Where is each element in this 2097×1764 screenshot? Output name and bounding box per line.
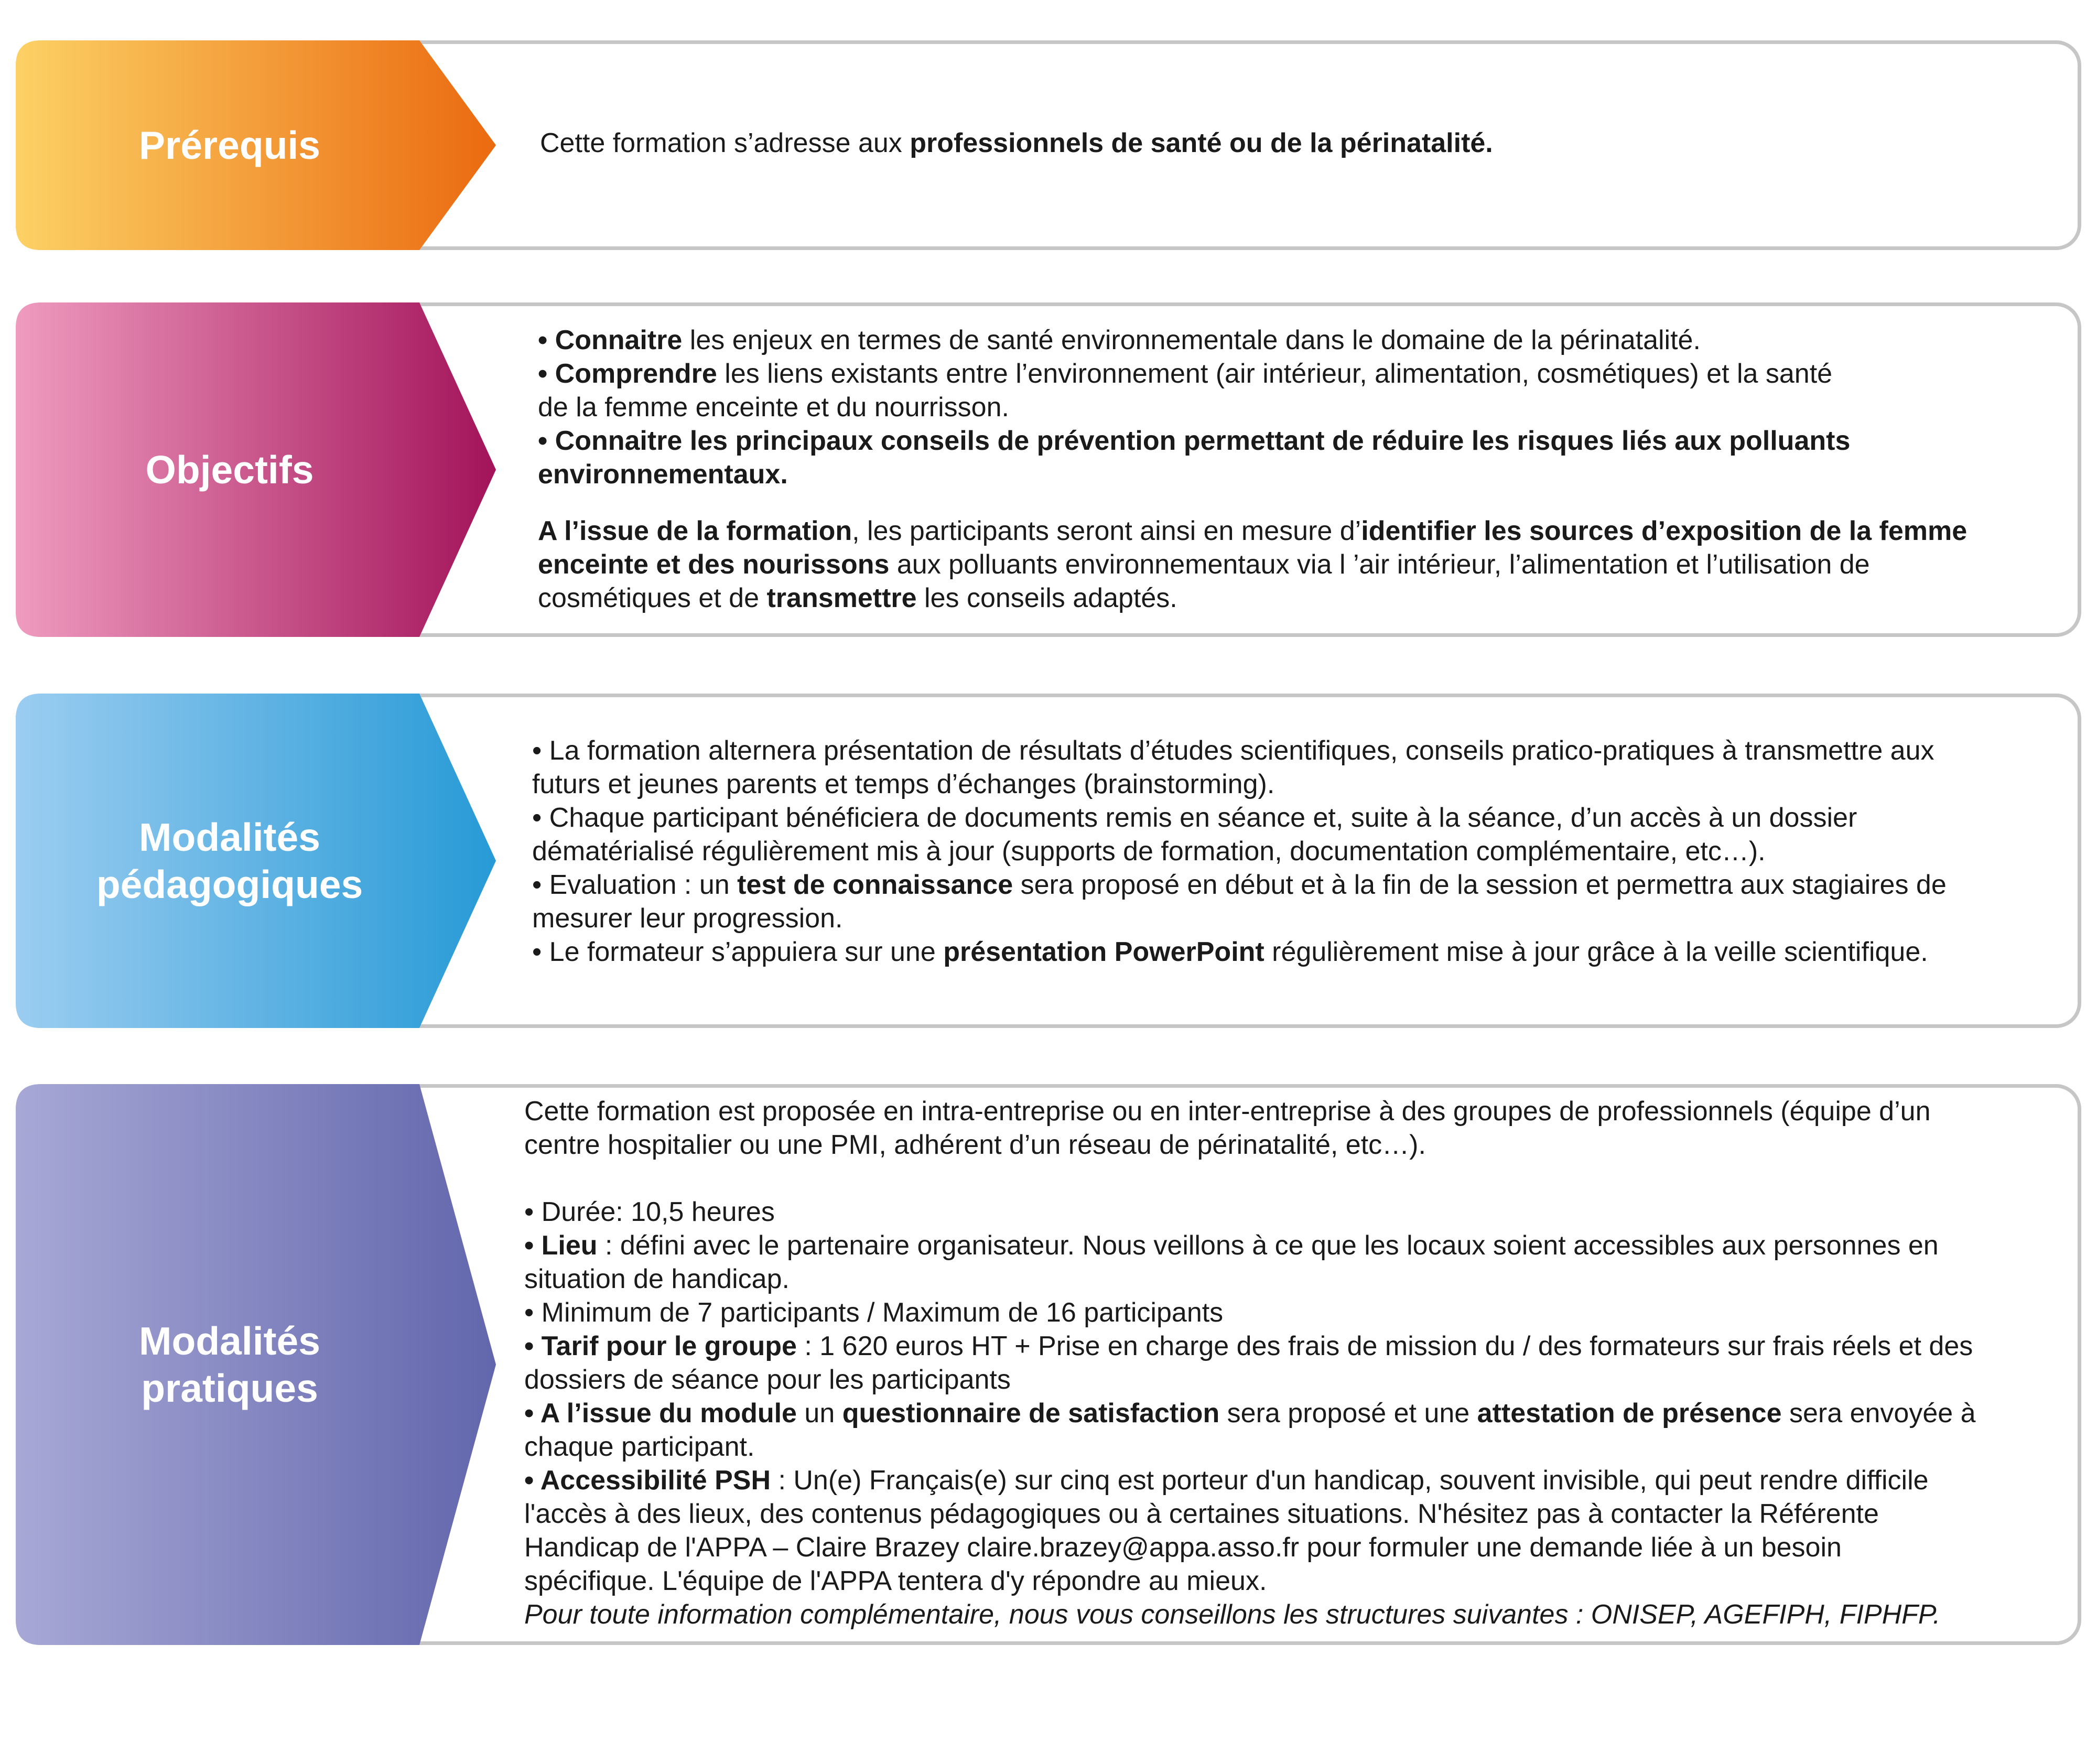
section-tab bbox=[16, 1084, 496, 1645]
list-item: • Accessibilité PSH : Un(e) Français(e) sur cinq est porteur d'un handicap, souvent invisible, qui peut rendre difficile bbox=[524, 1465, 1929, 1496]
section-content: Cette formation est proposée en intra-entreprise ou en inter-entreprise à des groupes de professionnels (équipe d’un centre hospitalier ou une PMI, adhérent d’un réseau de périnatalité, etc…). • Durée: 10,5 heures • Lieu : défini avec le partenaire organisateur. Nous veillons à ce que les locaux soient accessibles aux personnes en situation de handicap. • Minimum de 7 participants / Maximum de 16 participants • Tarif pour le groupe : 1 620 euros HT + Prise en charge des frais de mission du / des formateurs sur frais réels et des dossiers de séance pour les participants • A l’issue du module un questionnaire de satisfaction sera proposé et une attestation de présence sera envoyée à chaque participant. • Accessibilité PSH : Un(e) Français(e) sur cinq est porteur d'un handicap, souvent invisible, qui peut rendre difficile l'accès à des lieux, des contenus pédagogiques ou à certaines situations. N'hésitez pas à contacter la Référente Handicap de l'APPA – Claire Brazey claire.brazey@appa.asso.fr pour formuler une demande liée à un besoin spécifique. L'équipe de l'APPA tentera d'y répondre au mieux. Pour toute information complémentaire, nous vous conseillons les structures suivantes : ONISEP, AGEFIPH, FIPHFP. bbox=[524, 1095, 2063, 1631]
list-item: • Tarif pour le groupe : 1 620 euros HT + Prise en charge des frais de mission du / des formateurs sur frais réels et des bbox=[524, 1331, 1973, 1361]
section-tab bbox=[16, 302, 496, 637]
section-tab bbox=[16, 694, 496, 1028]
section-content: Cette formation s’adresse aux professionnels de santé ou de la périnatalité. bbox=[540, 128, 1493, 158]
list-item: • Comprendre les liens existants entre l’environnement (air intérieur, alimentation, cosmétiques) et la santé bbox=[538, 359, 1833, 389]
section-pratiques bbox=[16, 1084, 2081, 1645]
list-item: • Connaitre les enjeux en termes de santé environnementale dans le domaine de la périnatalité. bbox=[538, 325, 1701, 355]
list-item: • Le formateur s’appuiera sur une présentation PowerPoint régulièrement mise à jour grâce à la veille scientifique. bbox=[532, 937, 1928, 967]
list-item: • Lieu : défini avec le partenaire organisateur. Nous veillons à ce que les locaux soient accessibles aux personnes en bbox=[524, 1230, 1939, 1261]
list-item: • Evaluation : un test de connaissance sera proposé en début et à la fin de la session et permettra aux stagiaires de bbox=[532, 870, 1947, 900]
list-item: • Durée: 10,5 heures bbox=[524, 1197, 775, 1227]
info-note: Pour toute information complémentaire, nous vous conseillons les structures suivantes : ONISEP, AGEFIPH, FIPHFP. bbox=[524, 1599, 1941, 1630]
section-tab bbox=[16, 40, 496, 250]
section-objectifs bbox=[16, 302, 2081, 637]
list-item: • La formation alternera présentation de résultats d’études scientifiques, conseils pratico-pratiques à transmettre aux bbox=[532, 735, 1934, 766]
section-title: Objectifs bbox=[145, 448, 314, 492]
list-item: • Chaque participant bénéficiera de documents remis en séance et, suite à la séance, d’un accès à un dossier bbox=[532, 803, 1857, 833]
list-item: • Minimum de 7 participants / Maximum de 16 participants bbox=[524, 1297, 1224, 1328]
section-title: Modalités pratiques bbox=[139, 1319, 320, 1410]
section-content: • La formation alternera présentation de résultats d’études scientifiques, conseils pratico-pratiques à transmettre aux futurs et jeunes parents et temps d’échanges (brainstorming). • Chaque participant bénéficiera de documents remis en séance et, suite à la séance, d’un accès à un dossier dématérialisé régulièrement mis à jour (supports de formation, documentation complémentaire, etc…). • Evaluation : un test de connaissance sera proposé en début et à la fin de la session et permettra aux stagiaires de mesurer leur progression. • Le formateur s’appuiera sur une présentation PowerPoint régulièrement mise à jour grâce à la veille scientifique. bbox=[532, 734, 2063, 969]
section-title: Prérequis bbox=[139, 123, 320, 167]
summary-paragraph: A l’issue de la formation, les participants seront ainsi en mesure d’identifier les sources d’exposition de la femme bbox=[538, 516, 1968, 546]
section-prerequis bbox=[16, 40, 2081, 250]
list-item: • Connaitre les principaux conseils de prévention permettant de réduire les risques liés aux polluants bbox=[538, 426, 1851, 456]
section-title: Modalités pédagogiques bbox=[96, 815, 363, 906]
section-content: • Connaitre les enjeux en termes de santé environnementale dans le domaine de la périnatalité. • Comprendre les liens existants entre l’environnement (air intérieur, alimentation, cosmétiques) et la santé de la femme enceinte et du nourrisson. • Connaitre les principaux conseils de prévention permettant de réduire les risques liés aux polluants environnementaux. A l’issue de la formation, les participants seront ainsi en mesure d’identifier les sources d’exposition de la femme enceinte et des nourissons aux polluants environnementaux via l ’air intérieur, l’alimentation et l’utilisation de cosmétiques et de transmettre les conseils adaptés. bbox=[538, 323, 2058, 615]
list-item: • A l’issue du module un questionnaire de satisfaction sera proposé et une attestation de présence sera envoyée à bbox=[524, 1398, 1976, 1428]
section-pedagogiques bbox=[16, 694, 2081, 1028]
